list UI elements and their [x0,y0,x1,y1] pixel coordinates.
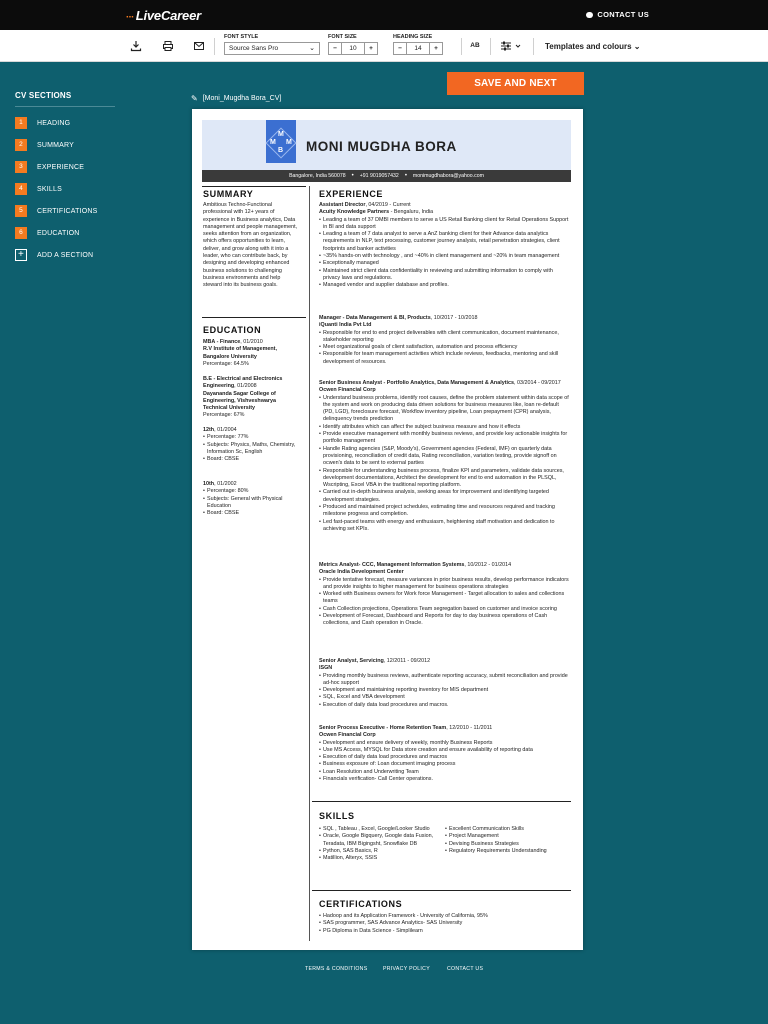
section-rule [312,801,571,802]
chevron-down-icon: ⌄ [633,42,641,51]
footer-contact-link[interactable]: CONTACT US [447,966,484,972]
sidebar-item-heading[interactable]: 1 HEADING [15,117,70,129]
editor-toolbar [0,30,768,62]
experience-entry: Senior Analyst, Servicing, 12/2011 - 09/2012 ISGN • Providing monthly business reviews, authenticate reporting accuracy, submit reconciliation and provide ad-hoc support • Development and maintaining reporting inventory for MIS department • SQL, Excel and VBA development • Execution of daily data load procedures and macros. [319,658,571,709]
font-size-label: FONT SIZE [328,34,357,40]
contact-us-link[interactable]: CONTACT US [586,10,649,19]
cv-sections-title: CV SECTIONS [15,91,72,100]
print-icon[interactable] [162,40,174,52]
toolbar-divider [490,38,491,55]
toolbar-divider [214,38,215,55]
section-rule [202,186,306,187]
section-rule [202,317,306,318]
spellcheck-icon[interactable]: AB [470,42,480,49]
livecareer-logo[interactable]: ∙∙∙ LiveCareer [126,8,201,23]
sidebar-item-summary[interactable]: 2 SUMMARY [15,139,74,151]
font-size-stepper [328,42,378,55]
certifications-heading: CERTIFICATIONS [319,899,403,909]
chevron-down-icon: ⌄ [309,45,315,52]
font-style-select[interactable]: Source Sans Pro ⌄ [224,42,320,55]
toolbar-divider [461,38,462,55]
skills-heading: SKILLS [319,811,355,821]
resume-name: MONI MUGDHA BORA [306,139,457,154]
toolbar-divider [533,38,534,55]
summary-heading: SUMMARY [203,189,254,199]
heading-size-value[interactable]: 14 [406,43,430,54]
plus-icon: + [15,249,27,261]
education-entry: MBA - Finance, 01/2010 R.V Institute of Management, Bangalore University Percentage: 64.5% [203,339,277,367]
add-section-button[interactable]: + ADD A SECTION [15,249,93,261]
skills-list-left: • SQL , Tableau , Excel, Google/Looker Studio • Oracle, Google Bigquery, Google data Fusion, Teradata, IBM Bigingsht, Snowflake DB • Python, SAS Basics, R • Matillion, Alteryx, SSIS [319,826,443,862]
font-size-decrease-button[interactable]: − [333,45,337,52]
education-entry: 10th, 01/2002 • Percentage: 80% • Subjects: General with Physical Education • Board: CBSE [203,481,299,517]
experience-entry: Manager - Data Management & BI, Products, 10/2017 - 10/2018 iQuanti India Pvt Ltd • Responsible for end to end project deliverables with client communication, document maintenance, stakeholder reporting • Meet organizational goals of client satisfaction, automation and process efficiency • Responsible for team management activities which include reviews, feedbacks, mentoring and skill development of resources. [319,315,571,366]
top-bar [0,0,768,30]
sidebar-item-certifications[interactable]: 5 CERTIFICATIONS [15,205,98,217]
sidebar-item-experience[interactable]: 3 EXPERIENCE [15,161,84,173]
experience-entry: Assistant Director, 04/2019 - Current Acuity Knowledge Partners - Bengaluru, India • Leading a team of 37 DMBI members to serve a US Retail Banking client for Retail Operations Support in BI and data support • Leading a team of 7 data analyst to serve a AnZ banking client for their Advance data analytics requirements in NLP, text processing, customer journey analysis, retail penetration strategies, client footprints and banker activities • ~35% hands-on with technology , and ~40% in client management and ~20% in team management • Exceptionally managed • Maintained strict client data confidentiality in reviewing and submitting information to comply with privacy laws and regulations. • Managed vendor and supplier database and profiles. [319,202,571,290]
settings-sliders-icon[interactable] [500,40,524,52]
heading-size-decrease-button[interactable]: − [398,45,402,52]
heading-size-increase-button[interactable]: + [434,45,438,52]
privacy-link[interactable]: PRIVACY POLICY [383,966,430,972]
document-name[interactable]: ✎ [Moni_Mugdha Bora_CV] [191,94,282,103]
education-entry: B.E - Electrical and Electronics Engineering, 01/2008 Dayananda Sagar College of Engineering, Vishveshwarya Technical University Percentage: 67% [203,376,283,419]
experience-heading: EXPERIENCE [319,189,384,199]
save-and-next-button[interactable]: SAVE AND NEXT [447,72,584,95]
education-entry: 12th, 01/2004 • Percentage: 77% • Subjects: Physics, Maths, Chemistry, Information Sc, English • Board: CBSE [203,427,299,463]
monogram-logo: M M M B [266,120,296,163]
templates-and-colours-menu[interactable]: Templates and colours ⌄ [545,42,641,51]
section-rule [312,890,571,891]
heading-size-label: HEADING SIZE [393,34,433,40]
resume-contact-band: Bangalore, India 560078 • +91 9019057432 • monimugdhabora@yahoo.com [202,170,571,182]
sidebar-divider [15,106,115,107]
experience-entry: Senior Process Executive - Home Retention Team, 12/2010 - 11/2011 Ocwen Financial Corp • Development and ensure delivery of weekly, monthly Business Reports • Use MS Access, MYSQL for Data store creation and ensure availability of reporting data • Execution of daily data load procedures and macros • Business exposure of: Loan document imaging process • Loan Resolution and Underwriting Team • Financials verification- Call Center operations. [319,725,571,783]
certifications-list: • Hadoop and its Application Framework - University of California, 95% • SAS programmer, SAS Advance Analytics- SAS University • PG Diploma in Data Science - Simplilearn [319,913,571,935]
sidebar-item-skills[interactable]: 4 SKILLS [15,183,62,195]
font-style-label: FONT STYLE [224,34,259,40]
font-size-value[interactable]: 10 [341,43,365,54]
summary-text: Ambitious Techno-Functional professional with 12+ years of experience in Business analytics, Data management and people management, seeks attention from an organization, which offers opportunities to learn, deliver, and grow along with it into a leader, who can contribute back, by designing and developing enhanced business solutions to challenging business environments and help steward into its business goals. [203,202,298,289]
skills-list-right: • Excellent Communication Skills • Project Management • Devising Business Strategies • Regulatory Requirements Understanding [445,826,571,855]
heading-size-stepper [393,42,443,55]
experience-entry: Metrics Analyst- CCC, Management Information Systems, 10/2012 - 01/2014 Oracle India Development Center • Provide tentative forecast, measure variances in prior business results, develop performance indicators and provide insights to higher management for business operations strategies • Worked with Business owners for Work force Management - Target allocation to sales and collections teams • Cash Collection projections, Operations Team segregation based on customer and invoice scoring • Development of Forecast, Dashboard and Reports for day to day business operations of Cash collections, and Cash operation in Oracle. [319,562,571,628]
chat-icon [586,12,593,18]
experience-entry: Senior Business Analyst - Portfolio Analytics, Data Management & Analytics, 03/2014 - 09/2017 Ocwen Financial Corp • Understand business problems, identify root causes, define the problem statement within data scope of the system and work on producing data driven solutions for business measures like, loan re-default (PD, LGD), foreclosure forecast, Workflow inventory pipeline, Loan prepayment (CPR) analysis, delinquency trends prediction • Identify attributes which can affect the subject business measure and how it effects • Provide executive management with monthly business reviews, and provide key actionable insights for portfolio management • Handle Rating agencies (S&P, Moody's), Government agencies (Federal, IMF) on quarterly data provisioning, reconciliation of credit data, Rating reconciliation, variation testing, provide signoff on ocwen's data to be sent to external parties • Responsible for understanding business process, finalize KPI and parameters, validate data sources, development documentations, Architect the development for end to end automation in the PLSQL, Wscripting, Excel VBA in the traditional reporting platform. • Carried out in-depth business analysis, seeking areas for improvement and identifying targeted development strategies. • Produced and maintained project schedules, estimating time and resources required and tracking milestone progress and completion. • Led fast-paced teams with energy and enthusiasm, heightening staff motivation and dedication to achieving set KPIs. [319,380,571,533]
font-size-increase-button[interactable]: + [369,45,373,52]
education-heading: EDUCATION [203,325,262,335]
download-icon[interactable] [130,40,142,52]
sidebar-item-education[interactable]: 6 EDUCATION [15,227,80,239]
pencil-icon: ✎ [191,94,198,103]
column-divider [309,186,310,941]
email-icon[interactable] [193,40,205,52]
terms-link[interactable]: TERMS & CONDITIONS [305,966,368,972]
